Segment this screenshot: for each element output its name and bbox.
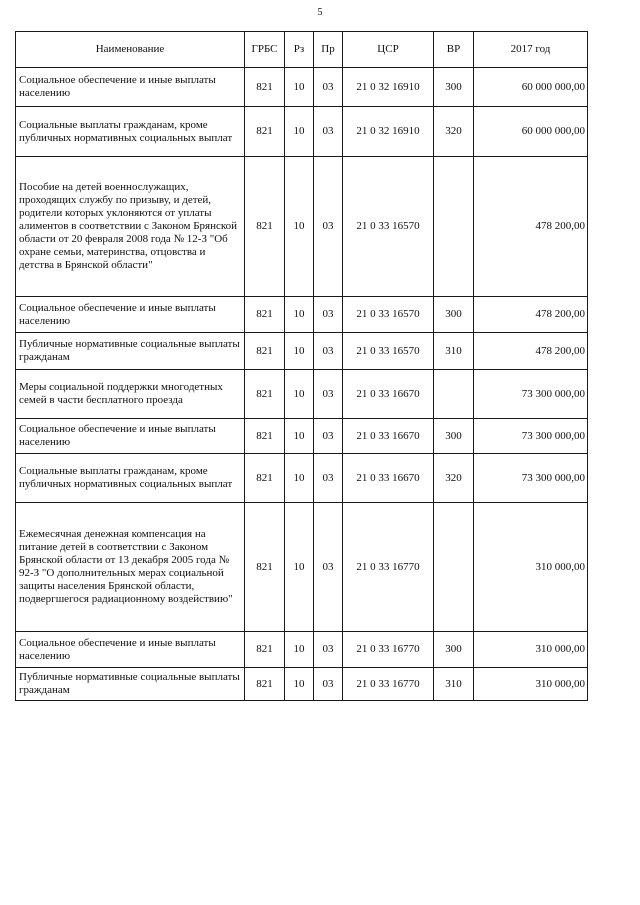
row-vr: 300 [434,297,474,333]
row-rz: 10 [285,503,314,632]
row-vr: 300 [434,632,474,668]
row-name: Пособие на детей военнослужащих, проходящих службу по призыву, и детей, родители которых уклоняются от уплаты алиментов в соответствии с Законом Брянской области от 20 февраля 2008 года № 12-З "Об охране семьи, материнства, отцовства и детства в Брянской области" [16,157,245,297]
row-rz: 10 [285,297,314,333]
row-pr: 03 [314,668,343,701]
row-grbs: 821 [245,370,285,419]
row-amount: 73 300 000,00 [474,370,588,419]
row-amount: 60 000 000,00 [474,107,588,157]
row-grbs: 821 [245,157,285,297]
table-row [16,454,588,503]
row-pr: 03 [314,632,343,668]
row-grbs: 821 [245,333,285,370]
row-csr: 21 0 33 16570 [343,333,434,370]
row-rz: 10 [285,68,314,107]
row-grbs: 821 [245,503,285,632]
row-csr: 21 0 32 16910 [343,107,434,157]
row-name: Социальное обеспечение и иные выплаты населению [16,297,245,333]
row-name: Публичные нормативные социальные выплаты гражданам [16,333,245,370]
row-grbs: 821 [245,107,285,157]
row-name: Социальные выплаты гражданам, кроме публичных нормативных социальных выплат [16,454,245,503]
row-name: Социальные выплаты гражданам, кроме публичных нормативных социальных выплат [16,107,245,157]
row-rz: 10 [285,454,314,503]
row-vr: 320 [434,107,474,157]
row-csr: 21 0 33 16570 [343,157,434,297]
row-grbs: 821 [245,297,285,333]
row-amount: 73 300 000,00 [474,454,588,503]
row-pr: 03 [314,419,343,454]
page-number: 5 [317,7,323,18]
row-vr: 310 [434,333,474,370]
row-amount: 60 000 000,00 [474,68,588,107]
header-grbs: ГРБС [245,32,285,68]
table-row [16,68,588,107]
row-vr: 300 [434,419,474,454]
row-amount: 310 000,00 [474,668,588,701]
row-grbs: 821 [245,454,285,503]
row-name: Ежемесячная денежная компенсация на питание детей в соответствии с Законом Брянской области от 13 декабря 2005 года № 92-З "О дополнительных мерах социальной защиты населения Брянской области, подвергшегося радиационному воздействию" [16,503,245,632]
row-rz: 10 [285,107,314,157]
row-name: Социальное обеспечение и иные выплаты населению [16,68,245,107]
row-name: Социальное обеспечение и иные выплаты населению [16,632,245,668]
row-csr: 21 0 33 16670 [343,370,434,419]
row-csr: 21 0 33 16670 [343,419,434,454]
row-pr: 03 [314,503,343,632]
table-row [16,668,588,701]
row-csr: 21 0 33 16770 [343,632,434,668]
row-amount: 310 000,00 [474,503,588,632]
row-name: Меры социальной поддержки многодетных семей в части бесплатного проезда [16,370,245,419]
row-csr: 21 0 33 16770 [343,503,434,632]
row-rz: 10 [285,333,314,370]
row-amount: 73 300 000,00 [474,419,588,454]
table-row [16,333,588,370]
row-amount: 478 200,00 [474,297,588,333]
row-pr: 03 [314,68,343,107]
row-vr [434,370,474,419]
table-row [16,157,588,297]
header-pr: Пр [314,32,343,68]
row-csr: 21 0 33 16570 [343,297,434,333]
budget-table [15,31,588,701]
table-header-row [16,32,588,68]
header-year: 2017 год [474,32,588,68]
row-pr: 03 [314,454,343,503]
table-row [16,370,588,419]
row-rz: 10 [285,419,314,454]
row-csr: 21 0 32 16910 [343,68,434,107]
row-vr: 310 [434,668,474,701]
row-rz: 10 [285,632,314,668]
row-name: Социальное обеспечение и иные выплаты населению [16,419,245,454]
header-rz: Рз [285,32,314,68]
table-row [16,297,588,333]
table-row [16,107,588,157]
row-grbs: 821 [245,68,285,107]
row-vr [434,503,474,632]
row-name: Публичные нормативные социальные выплаты гражданам [16,668,245,701]
row-csr: 21 0 33 16770 [343,668,434,701]
row-grbs: 821 [245,668,285,701]
header-csr: ЦСР [343,32,434,68]
row-pr: 03 [314,107,343,157]
row-pr: 03 [314,333,343,370]
row-vr [434,157,474,297]
row-pr: 03 [314,157,343,297]
row-vr: 300 [434,68,474,107]
row-pr: 03 [314,370,343,419]
row-csr: 21 0 33 16670 [343,454,434,503]
row-vr: 320 [434,454,474,503]
row-amount: 478 200,00 [474,157,588,297]
row-amount: 310 000,00 [474,632,588,668]
table-row [16,632,588,668]
row-amount: 478 200,00 [474,333,588,370]
table-row [16,503,588,632]
row-pr: 03 [314,297,343,333]
header-name: Наименование [16,32,245,68]
row-grbs: 821 [245,632,285,668]
header-vr: ВР [434,32,474,68]
row-rz: 10 [285,668,314,701]
table-row [16,419,588,454]
row-grbs: 821 [245,419,285,454]
row-rz: 10 [285,370,314,419]
row-rz: 10 [285,157,314,297]
